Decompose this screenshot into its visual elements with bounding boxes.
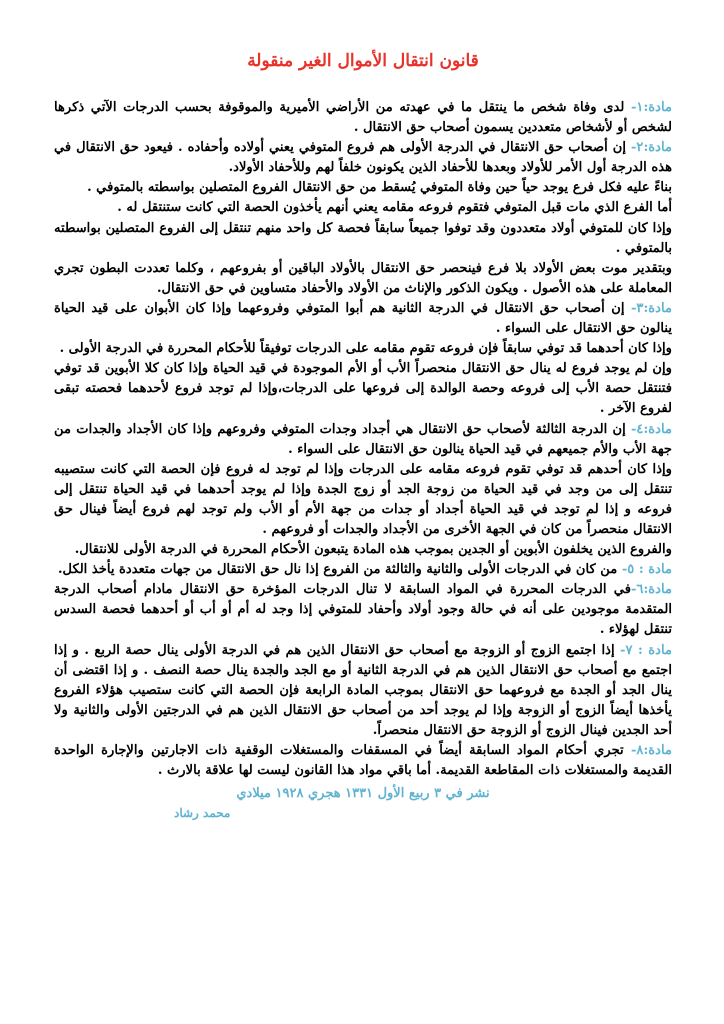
article-label: مادة:٢- xyxy=(630,140,672,156)
article-paragraph xyxy=(54,198,672,218)
article-text: تجري أحكام المواد السابقة أيضاً في المسقفات والمستغلات الوقفية ذات الاجارتين والإجارة الواحدة القديمة والمستغلات ذات المقاطعة القديمة. أما باقي مواد هذا القانون ليست لها علاقة بالارث . xyxy=(54,743,672,779)
article-label: مادة:٨- xyxy=(630,743,672,758)
article-paragraph xyxy=(54,359,672,419)
article-paragraph xyxy=(54,460,672,540)
article-text: وإذا كان للمتوفي أولاد متعددون وقد توفوا جميعاً سابقاً فحصة كل واحد منهم تنتقل إلى الفروع المتصلين بواسطته بالمتوفي . xyxy=(54,220,672,256)
article-label: مادة:١- xyxy=(630,100,672,115)
article-text: إن الدرجة الثالثة لأصحاب حق الانتقال هي أجداد وجدات المتوفي وفروعهم وإذا كان الأجداد والجدات من جهة الأب والأم جميعهم في قيد الحياة ينالون حق الانتقال على السواء . xyxy=(54,421,672,457)
article-label: مادة:٤- xyxy=(630,421,672,437)
article-label: مادة : ٧- xyxy=(620,642,672,658)
article-label: مادة : ٥- xyxy=(621,562,672,578)
article-label: مادة:٣- xyxy=(630,300,672,316)
article-paragraph xyxy=(54,540,672,560)
article-paragraph xyxy=(54,259,672,299)
document-title: قانون انتقال الأموال الغير منقولة xyxy=(247,51,479,71)
article-text: وبتقدير موت بعض الأولاد بلا فرع فينحصر حق الانتقال بالأولاد الباقين أو بفروعهم ، وكلما تعددت البطون تجري المعاملة على هذه الأصول . ويكون الذكور والإناث من الأولاد والأحفاد متساوين في حق الانتقال. xyxy=(54,260,672,296)
article-text: في الدرجات المحررة في المواد السابقة لا تنال الدرجات المؤخرة حق الانتقال مادام أصحاب الدرجة المتقدمة موجودين على أنه في حالة وجود أولاد وأحفاد للمتوفي إذا وجد له أم أو أب أو أحدهما فحصة السدس تنتقل لهؤلاء . xyxy=(54,582,672,638)
article-label: مادة:٦- xyxy=(630,582,672,598)
article-paragraph xyxy=(54,299,672,339)
signature: محمد رشاد xyxy=(174,806,231,821)
article-paragraph xyxy=(54,580,672,640)
article-text: من كان في الدرجات الأولى والثانية والثالثة من الفروع إذا نال حق الانتقال من جهات متعددة يأخذ الكل. xyxy=(57,562,622,578)
article-text: وإذا كان أحدهم قد توفي تقوم فروعه مقامه على الدرجات وإذا لم توجد له فروع فإن الحصة التي كانت ستصيبه تنتقل إلى من وجد في قيد الحياة من زوجة الجد أو زوج الجدة وإذا لم يوجد أحدهما في قيد الحياة تنتقل إلى فروعه و إذا لم توجد في قيد الحياة أجداد أو جدات من جهة الأم أو الأب ولم توجد لهم فروع أيضاً فينال حق الانتقال منحصراً من كان في الجهة الأخرى من الأجداد والجدات أو فروعهم . xyxy=(54,461,672,537)
article-paragraph xyxy=(54,641,672,741)
article-text: إن أصحاب حق الانتقال في الدرجة الثانية هم أبوا المتوفي وفروعهما وإذا كان الأبوان على قيد الحياة ينالون حق الانتقال على السواء . xyxy=(54,300,672,337)
article-paragraph xyxy=(54,560,672,580)
article-paragraph xyxy=(54,741,672,781)
article-paragraph xyxy=(54,98,672,138)
article-text: وإن لم يوجد فروع له ينال حق الانتقال منحصراً الأب أو الأم الموجودة في قيد الحياة وإذا كان كلا الأبوين قد توفي فتنتقل حصة الأب إلى فروعه وحصة الوالدة إلى فروعها على الدرجات،وإذا لم توجد فروع لأحدهما فحصته تبقى لفروع الآخر . xyxy=(54,361,672,417)
article-paragraph xyxy=(54,339,672,359)
article-text: والفروع الذين يخلفون الأبوين أو الجدين بموجب هذه المادة يتبعون الأحكام المحررة في الدرجة الأولى للانتقال. xyxy=(74,542,672,558)
article-text: أما الفرع الذي مات قبل المتوفي فتقوم فروعه مقامه يعني أنهم يأخذون الحصة التي كانت ستنتقل له . xyxy=(117,200,672,216)
article-paragraph xyxy=(54,178,672,198)
article-paragraph xyxy=(54,420,672,460)
publication-date: نشر في ٣ ربيع الأول ١٣٣١ هجري ١٩٢٨ ميلادي xyxy=(236,786,490,802)
article-text: إن أصحاب حق الانتقال في الدرجة الأولى هم فروع المتوفي يعني أولاده وأحفاده . فيعود حق الانتقال في هذه الدرجة أول الأمر للأولاد وبعدها للأحفاد الذين يكونون خلفاً لهم وللأحفاد الأولاد. xyxy=(54,140,672,176)
article-text: لدى وفاة شخص ما ينتقل ما في عهدته من الأراضي الأميرية والموقوفة بحسب الدرجات الآتي ذكرها لشخص أو لأشخاص متعددين يسمون أصحاب حق الانتقال . xyxy=(54,100,672,136)
document-body xyxy=(54,98,672,781)
article-paragraph xyxy=(54,219,672,259)
article-text: وإذا كان أحدهما قد توفي سابقاً فإن فروعه تقوم مقامه على الدرجات توفيقاً للأحكام المحررة في الدرجة الأولى . xyxy=(59,341,672,357)
article-paragraph xyxy=(54,138,672,178)
article-text: بناءً عليه فكل فرع يوجد حياً حين وفاة المتوفي يُسقط من حق الانتقال الفروع المتصلين بواسطته بالمتوفي . xyxy=(87,180,672,196)
article-text: إذا اجتمع الزوج أو الزوجة مع أصحاب حق الانتقال الذين هم في الدرجة الأولى ينال حصة الربع . و إذا اجتمع مع أصحاب حق الانتقال الذين هم في الدرجة الثانية أو مع الجد والجدة ينال حصة النصف . و إذا اقتضى أن ينال الجد أو الجدة مع فروعهما حق الانتقال بموجب المادة الرابعة فإن الحصة التي كانت ستصيب هؤلاء الفروع يأخذها أيضاً الزوج أو الزوجة وإذا لم يوجد أحد من أصحاب حق الانتقال الذين هم في الدرجتين الأولى والثانية ولا أحد الجدين فينال الزوج أو الزوجة حق الانتقال منحصراً. xyxy=(54,642,672,738)
